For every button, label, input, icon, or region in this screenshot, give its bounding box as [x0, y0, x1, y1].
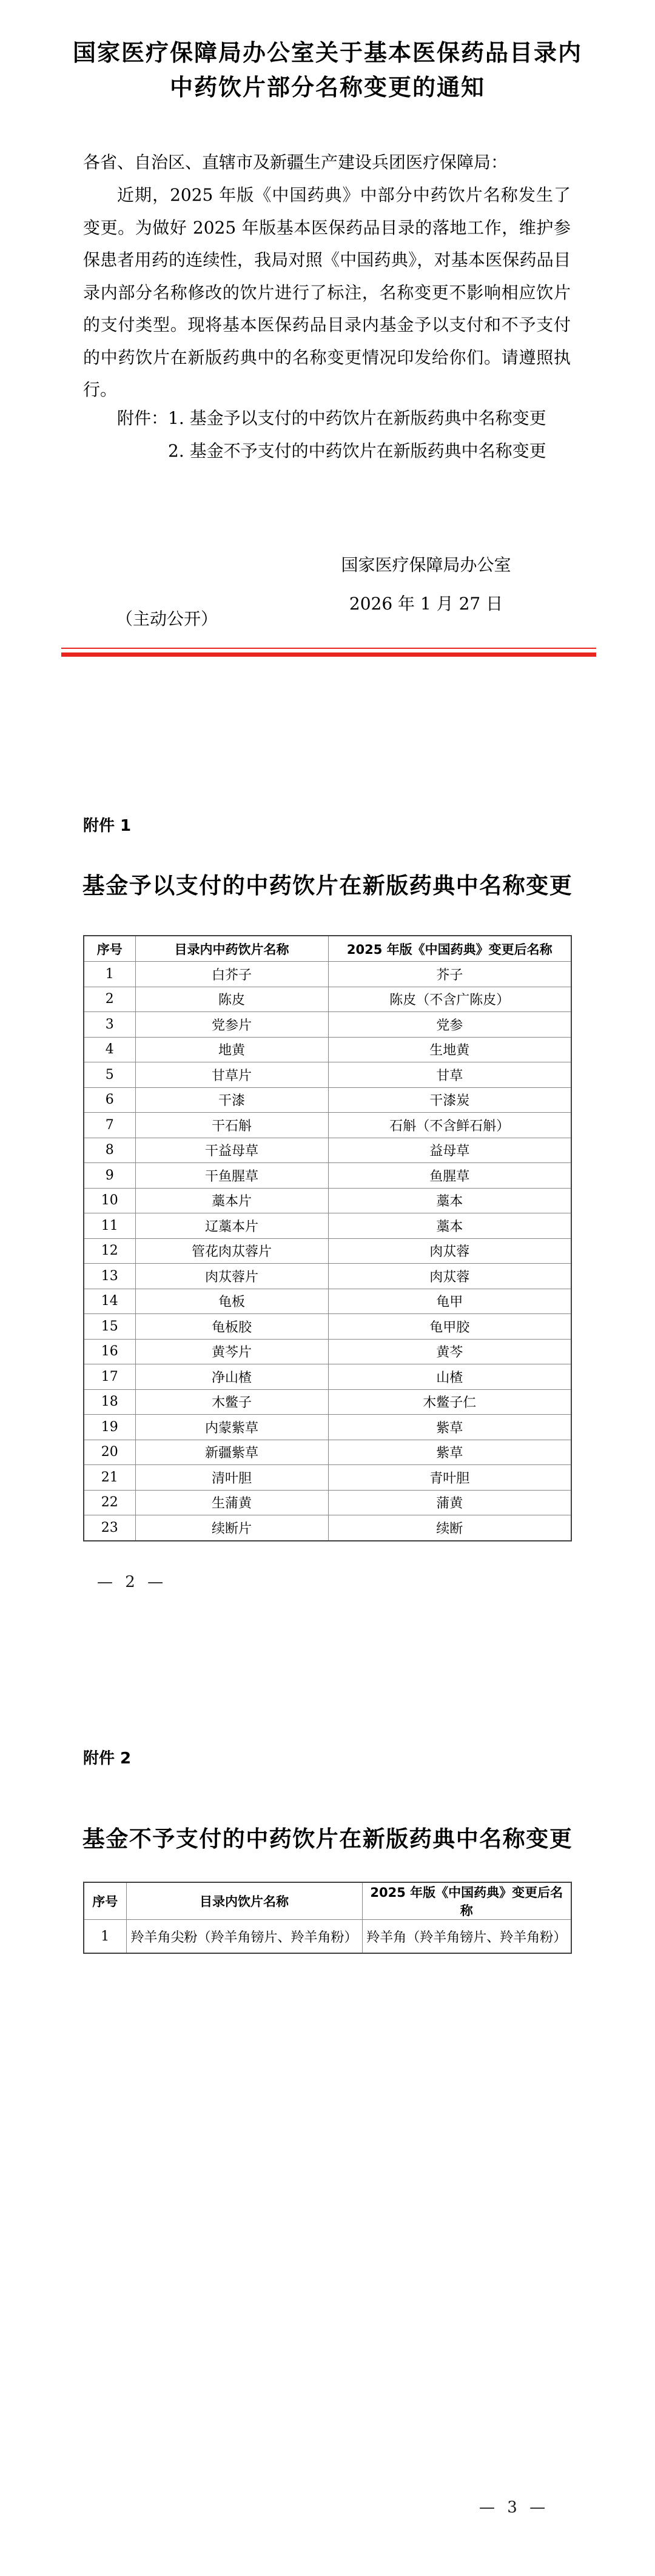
table-cell: 陈皮: [135, 987, 328, 1012]
annex1-table-wrap: [83, 935, 572, 1541]
table-cell: 10: [84, 1188, 135, 1213]
table-cell: 14: [84, 1289, 135, 1314]
table-cell: 羚羊角（羚羊角镑片、羚羊角粉）: [362, 1920, 571, 1954]
table-cell: 干漆: [135, 1087, 328, 1113]
table-cell: 紫草: [328, 1440, 571, 1465]
table-cell: 21: [84, 1465, 135, 1491]
table-cell: 生蒲黄: [135, 1490, 328, 1515]
table-row: [84, 1465, 571, 1491]
table-cell: 龟板: [135, 1289, 328, 1314]
table-cell: 肉苁蓉: [328, 1238, 571, 1264]
table-cell: 12: [84, 1238, 135, 1264]
table-cell: 黄芩片: [135, 1339, 328, 1364]
red-divider-thick: [61, 652, 596, 657]
table-row: [84, 1138, 571, 1163]
table-cell: 2: [84, 987, 135, 1012]
table-row: [84, 987, 571, 1012]
page-number-3: — 3 —: [479, 2498, 549, 2517]
table-cell: 内蒙紫草: [135, 1415, 328, 1440]
table-cell: 5: [84, 1062, 135, 1088]
attachment-list-line1: 附件：1. 基金予以支付的中药饮片在新版药典中名称变更: [117, 408, 546, 428]
table-row: [84, 1213, 571, 1239]
table-cell: 续断: [328, 1515, 571, 1541]
annex2-table: [83, 1882, 572, 1954]
body-paragraph: 近期，2025 年版《中国药典》中部分中药饮片名称发生了变更。为做好 2025 年版基本医保药品目录的落地工作，维护参保患者用药的连续性，我局对照《中国药典》，对基本医保药品目录内部分名称修改的饮片进行了标注，名称变更不影响相应饮片的支付类型。现将基本医保药品目录内基金予以支付和不予支付的中药饮片在新版药典中的名称变更情况印发给你们。请遵照执行。: [83, 185, 571, 400]
table-row: [84, 1087, 571, 1113]
annex2-table-wrap: [83, 1882, 572, 1954]
table-row: [84, 1264, 571, 1289]
annex1-label: 附件 1: [83, 817, 132, 835]
table-row: [84, 1238, 571, 1264]
signature-date: 2026 年 1 月 27 日: [349, 594, 503, 614]
table-cell: 羚羊角尖粉（羚羊角镑片、羚羊角粉）: [126, 1920, 362, 1954]
table-cell: 甘草片: [135, 1062, 328, 1088]
table-row: [84, 1163, 571, 1189]
table-header-cell: 目录内饮片名称: [126, 1882, 362, 1920]
salutation: 各省、自治区、直辖市及新疆生产建设兵团医疗保障局：: [83, 152, 508, 172]
table-cell: 地黄: [135, 1037, 328, 1062]
table-cell: 芥子: [328, 962, 571, 987]
table-row: [84, 1289, 571, 1314]
table-cell: 干漆炭: [328, 1087, 571, 1113]
table-cell: 紫草: [328, 1415, 571, 1440]
table-cell: 党参: [328, 1012, 571, 1038]
table-cell: 木鳖子: [135, 1389, 328, 1415]
table-cell: 干鱼腥草: [135, 1163, 328, 1189]
table-cell: 19: [84, 1415, 135, 1440]
table-header-row: [84, 1882, 571, 1920]
table-cell: 11: [84, 1213, 135, 1239]
table-cell: 陈皮（不含广陈皮）: [328, 987, 571, 1012]
table-cell: 续断片: [135, 1515, 328, 1541]
table-row: [84, 1012, 571, 1038]
table-cell: 青叶胆: [328, 1465, 571, 1491]
table-cell: 净山楂: [135, 1364, 328, 1390]
table-cell: 鱼腥草: [328, 1163, 571, 1189]
table-cell: 木鳖子仁: [328, 1389, 571, 1415]
table-cell: 生地黄: [328, 1037, 571, 1062]
table-cell: 辽藁本片: [135, 1213, 328, 1239]
table-header-cell: 2025 年版《中国药典》变更后名称: [362, 1882, 571, 1920]
table-cell: 石斛（不含鲜石斛）: [328, 1113, 571, 1138]
table-cell: 3: [84, 1012, 135, 1038]
document-title-line1: 国家医疗保障局办公室关于基本医保药品目录内: [72, 39, 582, 66]
table-cell: 肉苁蓉: [328, 1264, 571, 1289]
table-cell: 新疆紫草: [135, 1440, 328, 1465]
table-cell: 白芥子: [135, 962, 328, 987]
table-row: [84, 1389, 571, 1415]
table-cell: 8: [84, 1138, 135, 1163]
table-cell: 4: [84, 1037, 135, 1062]
annex1-table: [83, 935, 572, 1541]
table-cell: 藁本: [328, 1188, 571, 1213]
table-cell: 龟甲胶: [328, 1314, 571, 1340]
table-row: [84, 1515, 571, 1541]
table-row: [84, 1339, 571, 1364]
table-cell: 13: [84, 1264, 135, 1289]
table-cell: 藁本片: [135, 1188, 328, 1213]
table-cell: 23: [84, 1515, 135, 1541]
table-cell: 龟板胶: [135, 1314, 328, 1340]
table-cell: 22: [84, 1490, 135, 1515]
red-divider-thin: [61, 648, 596, 649]
table-row: [84, 1364, 571, 1390]
table-cell: 甘草: [328, 1062, 571, 1088]
annex1-title: 基金予以支付的中药饮片在新版药典中名称变更: [82, 872, 573, 899]
document-title-line2: 中药饮片部分名称变更的通知: [169, 73, 485, 101]
table-cell: 清叶胆: [135, 1465, 328, 1491]
table-header-cell: 序号: [84, 936, 135, 962]
table-row: [84, 1113, 571, 1138]
disclosure-note: （主动公开）: [116, 609, 218, 629]
table-cell: 藁本: [328, 1213, 571, 1239]
table-cell: 16: [84, 1339, 135, 1364]
table-cell: 6: [84, 1087, 135, 1113]
annex2-title: 基金不予支付的中药饮片在新版药典中名称变更: [82, 1825, 573, 1852]
table-row: [84, 1415, 571, 1440]
table-row: [84, 1314, 571, 1340]
table-cell: 党参片: [135, 1012, 328, 1038]
table-row: [84, 1440, 571, 1465]
table-row: [84, 1490, 571, 1515]
table-cell: 龟甲: [328, 1289, 571, 1314]
table-cell: 蒲黄: [328, 1490, 571, 1515]
table-cell: 管花肉苁蓉片: [135, 1238, 328, 1264]
table-row: [84, 1920, 571, 1954]
table-cell: 益母草: [328, 1138, 571, 1163]
table-cell: 山楂: [328, 1364, 571, 1390]
page-number-2: — 2 —: [97, 1573, 167, 1591]
table-row: [84, 1062, 571, 1088]
table-cell: 1: [84, 962, 135, 987]
table-header-cell: 目录内中药饮片名称: [135, 936, 328, 962]
annex2-label: 附件 2: [83, 1749, 132, 1768]
table-cell: 1: [84, 1920, 126, 1954]
table-cell: 黄芩: [328, 1339, 571, 1364]
table-cell: 肉苁蓉片: [135, 1264, 328, 1289]
table-cell: 17: [84, 1364, 135, 1390]
table-cell: 干益母草: [135, 1138, 328, 1163]
table-cell: 干石斛: [135, 1113, 328, 1138]
signature-organization: 国家医疗保障局办公室: [341, 555, 511, 575]
table-cell: 18: [84, 1389, 135, 1415]
table-header-cell: 序号: [84, 1882, 126, 1920]
table-row: [84, 1188, 571, 1213]
document-title: [0, 35, 655, 104]
table-row: [84, 1037, 571, 1062]
table-row: [84, 962, 571, 987]
table-cell: 9: [84, 1163, 135, 1189]
table-cell: 7: [84, 1113, 135, 1138]
table-header-cell: 2025 年版《中国药典》变更后名称: [328, 936, 571, 962]
attachment-list: [117, 402, 578, 467]
table-cell: 15: [84, 1314, 135, 1340]
table-cell: 20: [84, 1440, 135, 1465]
attachment-list-line2: 2. 基金不予支付的中药饮片在新版药典中名称变更: [168, 440, 546, 461]
table-header-row: [84, 936, 571, 962]
